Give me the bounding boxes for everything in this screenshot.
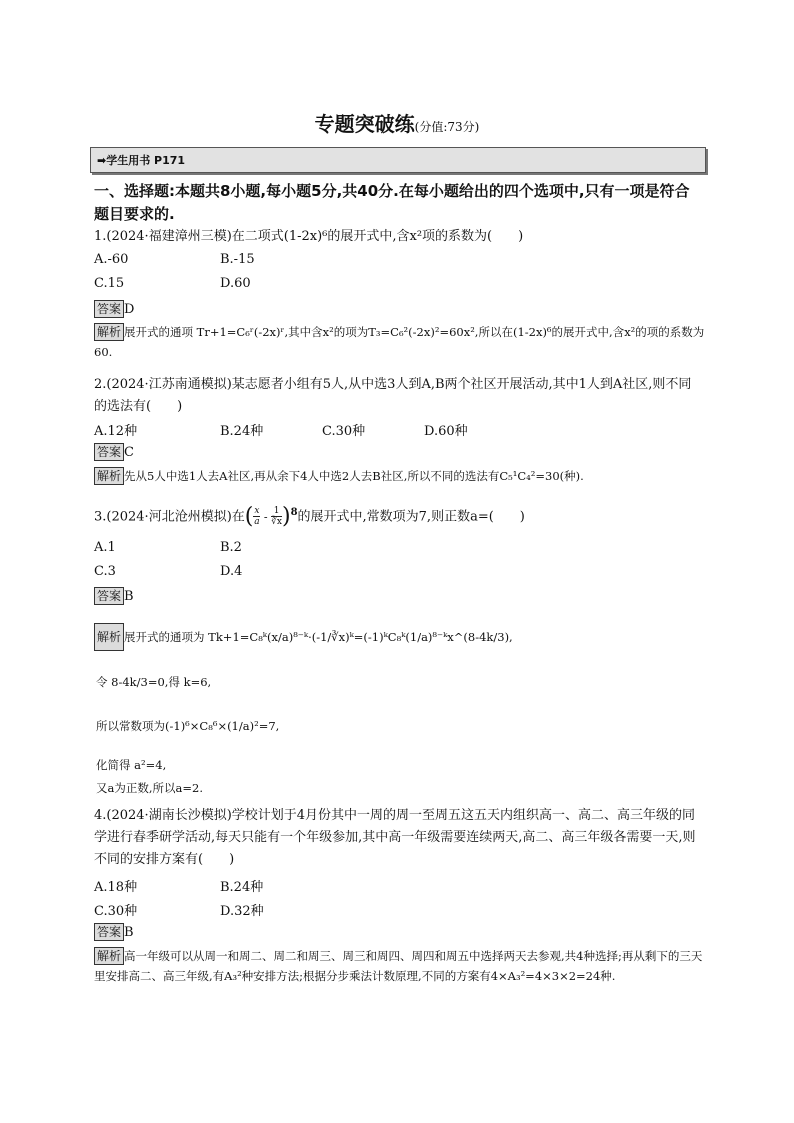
question-4-stem: 4.(2024·湖南长沙模拟)学校计划于4月份其中一周的周一至周五这五天内组织高一、高二、高三年级的同学进行春季研学活动,每天只能有一个年级参加,其中高一年级需要连续两天,高二、高三年级各需要一天,则不同的安排方案有( ) [94, 808, 696, 867]
section-heading: 一、选择题:本题共8小题,每小题5分,共40分.在每小题给出的四个选项中,只有一项是符合题目要求的. [94, 182, 690, 223]
student-book-banner [90, 147, 706, 173]
q1-option-b: B.-15 [220, 252, 255, 267]
analysis-tag: 解析 [94, 467, 124, 485]
analysis-tag: 解析 [94, 323, 124, 341]
q4-option-c: C.30种 [94, 904, 138, 919]
question-3-stem: 3.(2024·河北沧州模拟)在( $\frac{x}{a}$ - $\frac{1}{∛x}$ )$^8$的展开式中,常数项为7,则正数a=( ) [94, 503, 525, 529]
question-2-stem: 2.(2024·江苏南通模拟)某志愿者小组有5人,从中选3人到A,B两个社区开展活动,其中1人到A社区,则不同的选法有( ) [94, 377, 692, 414]
banner-text: ➡学生用书 P171 [97, 154, 186, 167]
q3-option-a: A.1 [94, 540, 116, 555]
q3-answer-value: B [124, 589, 134, 604]
q1-analysis-text: 展开式的通项 Tr+1=C₆ʳ(-2x)ʳ,其中含x²的项为T₃=C₆²(-2x)²=60x²,所以在(1-2x)⁶的展开式中,含x²的项的系数为60. [94, 325, 705, 359]
q3-analysis-line-3: 所以常数项为(-1)⁶×C₈⁶×(1/a)²=7, [96, 719, 280, 733]
fraction-x-over-a: $\frac{x}{a}$ [254, 506, 260, 528]
q3-option-c: C.3 [94, 564, 116, 579]
q4-analysis [94, 946, 708, 986]
q4-answer-value: B [124, 925, 134, 940]
q2-option-c: C.30种 [322, 424, 366, 439]
q3-analysis-line-4: 化简得 a²=4, [96, 758, 167, 772]
q3-analysis [94, 623, 708, 651]
q3-stem-prefix: 3.(2024·河北沧州模拟)在 [94, 509, 245, 525]
q1-answer-value: D [124, 302, 135, 317]
q3-analysis-line-1: 展开式的通项为 Tk+1=C₈ᵏ(x/a)⁸⁻ᵏ·(-1/∛x)ᵏ=(-1)ᵏC₈ᵏ(1/a)⁸⁻ᵏx^(8-4k/3), [124, 630, 513, 644]
q2-option-b: B.24种 [220, 424, 264, 439]
q2-option-d: D.60种 [424, 424, 468, 439]
q2-analysis-text: 先从5人中选1人去A社区,再从余下4人中选2人去B社区,所以不同的选法有C₅¹C₄²=30(种). [124, 469, 584, 483]
answer-tag: 答案 [94, 443, 124, 461]
q1-option-d: D.60 [220, 276, 251, 291]
q3-option-b: B.2 [220, 540, 242, 555]
q3-analysis-line-2: 令 8-4k/3=0,得 k=6, [96, 675, 212, 689]
answer-tag: 答案 [94, 300, 124, 318]
q1-analysis [94, 322, 708, 362]
analysis-tag: 解析 [94, 623, 124, 651]
formula-close-paren: ) [281, 503, 291, 529]
q3-stem-suffix: 的展开式中,常数项为7,则正数a=( ) [297, 509, 525, 525]
analysis-tag: 解析 [94, 947, 124, 965]
q1-option-c: C.15 [94, 276, 125, 291]
q2-answer-value: C [124, 445, 134, 460]
formula-open-paren: ( [244, 503, 254, 529]
answer-tag: 答案 [94, 923, 124, 941]
q4-analysis-text: 高一年级可以从周一和周二、周二和周三、周三和周四、周四和周五中选择两天去参观,共4种选择;再从剩下的三天里安排高二、高三年级,有A₃²种安排方法;根据分步乘法计数原理,不同的方案有4×A₃²=4×3×2=24种. [94, 949, 703, 983]
q4-option-a: A.18种 [94, 880, 138, 895]
title-text: 专题突破练 [314, 112, 415, 136]
page-title [0, 108, 794, 137]
score-note: (分值:73分) [414, 120, 480, 134]
answer-tag: 答案 [94, 587, 124, 605]
q4-answer [94, 923, 134, 941]
fraction-one-over-cbrt-x: $\frac{1}{∛x}$ [271, 506, 282, 528]
q1-answer [94, 300, 134, 318]
q3-analysis-line-5: 又a为正数,所以a=2. [96, 781, 203, 795]
q2-option-a: A.12种 [94, 424, 138, 439]
q4-option-b: B.24种 [220, 880, 264, 895]
q3-answer [94, 587, 134, 605]
q1-option-a: A.-60 [94, 252, 129, 267]
q4-option-d: D.32种 [220, 904, 264, 919]
q2-answer [94, 443, 134, 461]
q2-analysis [94, 466, 708, 486]
question-1-stem: 1.(2024·福建漳州三模)在二项式(1-2x)⁶的展开式中,含x²项的系数为( ) [94, 229, 524, 244]
q3-option-d: D.4 [220, 564, 243, 579]
